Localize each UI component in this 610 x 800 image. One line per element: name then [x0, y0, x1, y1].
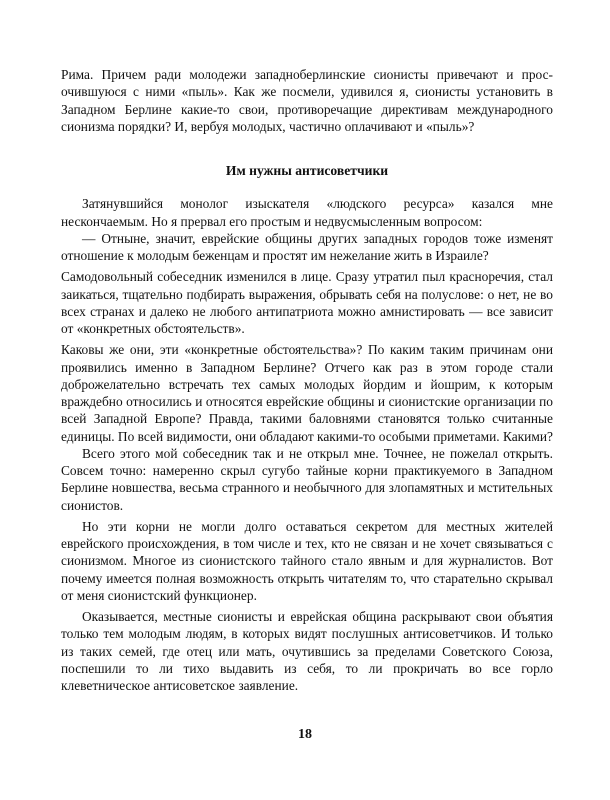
paragraph: Самодовольный собеседник изменился в лице. Сразу утратил пыл красноречия, стал заикаться, тщательно подбирать выражения, обрывать себя на полуслове: о нет, не во всех странах и далеко не любого антипатриота можно амнистировать — все зависит от «конкретных обстоятельств». — [61, 269, 553, 336]
paragraph: Затянувшийся монолог изыскателя «людского ресурса» казался мне нескончаемым. Но я прервал его простым и недвусмысленным вопросом: — [61, 196, 553, 229]
paragraph-continuation: Рима. Причем ради молодежи западноберлинские сионисты привечают и просочившуюся с ними «пыль». Как же посмели, удивился я, сионисты установить в Западном Берлине какие-то свои, противоречащие директивам международного сионизма порядки? И, вербуя молодых, частично оплачивают и «пыль»? — [61, 67, 553, 134]
paragraph-dialogue: — Отныне, значит, еврейские общины других западных городов тоже изменят отношение к молодым беженцам и простят им нежелание жить в Израиле? — [61, 230, 553, 263]
paragraph: Всего этого мой собеседник так и не открыл мне. Точнее, не пожелал открыть. Совсем точно: намеренно скрыл сугубо тайные корни практикуемого в Западном Берлине новшества, весьма странного и необычного для злопамятных и мстительных сионистов. — [61, 445, 553, 513]
section-heading: Им нужны антисоветчики — [225, 163, 389, 178]
paragraph: Оказывается, местные сионисты и еврейская община раскрывают свои объятия только тем молодым людям, в которых видят послушных антисоветчиков. И только из таких семей, где отец или мать, очутившись за пределами Советского Союза, поспешили то ли тихо выдавить из себя, то ли прокричать во все горло клеветническое антисоветское заявление. — [61, 609, 553, 693]
paragraph: Каковы же они, эти «конкретные обстоятельства»? По каким таким причинам они проявились именно в Западном Берлине? Отчего как раз в этом городе стали доброжелательно встречать тех самых молодых йордим и йошрим, к которым враждебно относились и относятся еврейские общины и сионистские организации по всей Западной Европе? Правда, такими баловнями становятся только считанные единицы. По всей видимости, они обладают какими-то особыми приметами. Какими? — [61, 342, 553, 444]
paragraph: Но эти корни не могли долго оставаться секретом для местных жителей еврейского происхождения, в том числе и тех, кто не связан и не хочет связываться с сионизмом. Многое из сионистского тайного стало явным и для журналистов. Вот почему имеется полная возможность открыть читателям то, что старательно скрывал от меня сионистский функционер. — [61, 518, 553, 603]
body-text — [61, 66, 553, 694]
page-number: 18 — [298, 727, 312, 742]
